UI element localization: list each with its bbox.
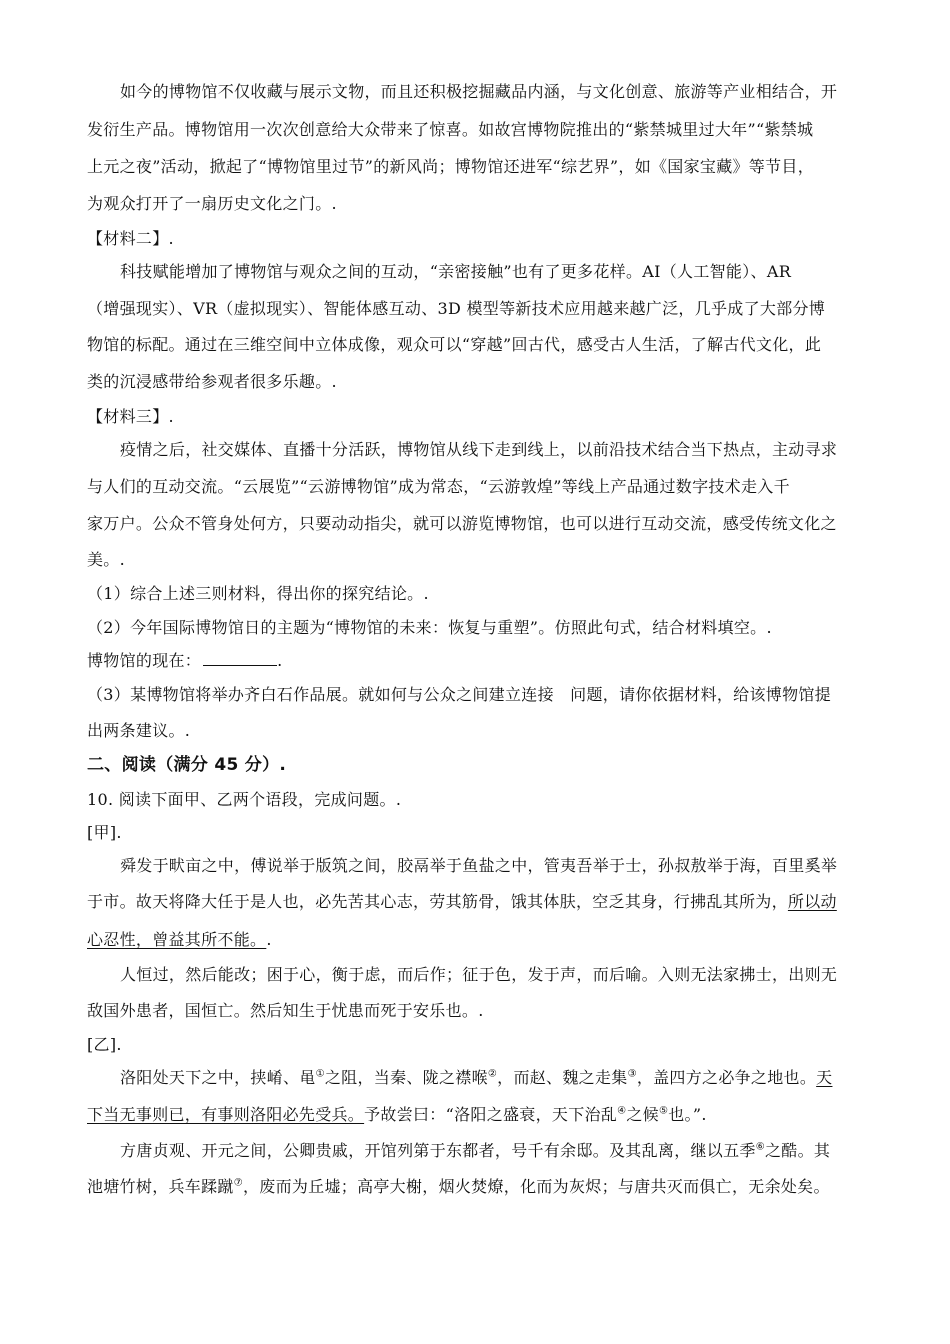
yi-underlined-sentence-part-1: 天 [816, 1068, 833, 1087]
jia-line-2 [87, 892, 867, 912]
jia-line-1: 舜发于畎亩之中，傅说举于版筑之间，胶鬲举于鱼盐之中，管夷吾举于士，孙叔敖举于海，百里奚举 [120, 856, 838, 875]
material2-heading: 【材料二】. [87, 229, 174, 248]
material1-line-1: 如今的博物馆不仅收藏与展示文物，而且还积极挖掘藏品内涵，与文化创意、旅游等产业相结合，开 [120, 82, 838, 101]
yi-underlined-sentence-part-2: 下当无事则已，有事则洛阳必先受兵。 [87, 1105, 365, 1124]
fill-label: 博物馆的现在： [87, 651, 202, 670]
yi-line-4-a: 池塘竹树，兵车蹂蹴 [87, 1177, 234, 1196]
material3-heading: 【材料三】. [87, 407, 174, 426]
question-2: （2）今年国际博物馆日的主题为“博物馆的未来：恢复与重塑”。仿照此句式，结合材料填空。. [87, 618, 772, 637]
material3-line-3: 家万户。公众不管身处何方，只要动动指尖，就可以游览博物馆，也可以进行互动交流，感受传统文化之 [87, 514, 837, 533]
material3-line-4: 美。. [87, 550, 125, 569]
question-3-line-1: （3）某博物馆将举办齐白石作品展。就如何与公众之间建立连接 问题，请你依据材料，给该博物馆提 [87, 685, 831, 704]
jia-underlined-sentence-part-2: 心忍性，曾益其所不能。 [87, 930, 267, 949]
section-2-heading: 二、阅读（满分 45 分）. [87, 755, 287, 775]
yi-line-1-d: ，盖四方之必争之地也。 [636, 1068, 817, 1087]
yi-line-3-a: 方唐贞观、开元之间，公卿贵戚，开馆列第于东都者，号千有余邸。及其乱离，继以五季 [120, 1141, 756, 1160]
footnote-6: ⑥ [755, 1141, 765, 1153]
yi-line-1-a: 洛阳处天下之中，挟崤、黾 [120, 1068, 316, 1087]
yi-line-4 [87, 1177, 867, 1197]
footnote-3: ③ [627, 1068, 637, 1080]
jia-line-5: 敌国外患者，国恒亡。然后知生于忧患而死于安乐也。. [87, 1001, 484, 1020]
yi-line-2-b: 之候 [626, 1105, 659, 1124]
yi-line-1-b: 之阻，当秦、陇之襟喉 [324, 1068, 488, 1087]
jia-underlined-sentence-part-1: 所以动 [787, 892, 837, 911]
footnote-7: ⑦ [233, 1177, 243, 1189]
material1-line-4: 为观众打开了一扇历史文化之门。. [87, 194, 337, 213]
material2-line-1: 科技赋能增加了博物馆与观众之间的互动，“亲密接触”也有了更多花样。AI（人工智能）、AR [120, 262, 792, 281]
yi-line-1-c: ，而赵、魏之走集 [497, 1068, 628, 1087]
yi-line-2-a: 予故尝曰：“洛阳之盛衰，天下治乱 [364, 1105, 618, 1124]
question-1: （1）综合上述三则材料，得出你的探究结论。. [87, 584, 429, 603]
passage-yi-tag: [乙]. [87, 1035, 122, 1054]
jia-line-2-text: 于市。故天将降大任于是人也，必先苦其心志，劳其筋骨，饿其体肤，空乏其身，行拂乱其所为， [87, 892, 788, 911]
passage-jia-tag: [甲]. [87, 823, 122, 842]
yi-line-2-c: 也。”. [668, 1105, 707, 1124]
yi-line-3-b: 之酷。其 [764, 1141, 831, 1160]
material2-line-2: （增强现实）、VR（虚拟现实）、智能体感互动、3D 模型等新技术应用越来越广泛，几乎成了大部分博 [87, 299, 826, 318]
material3-line-1: 疫情之后，社交媒体、直播十分活跃，博物馆从线下走到线上，以前沿技术结合当下热点，主动寻求 [120, 440, 838, 459]
footnote-2: ② [487, 1068, 498, 1080]
material1-line-2: 发衍生产品。博物馆用一次次创意给大众带来了惊喜。如故宫博物院推出的“紫禁城里过大年”“紫禁城 [87, 120, 814, 139]
material1-line-3: 上元之夜”活动，掀起了“博物馆里过节”的新风尚；博物馆还进军“综艺界”，如《国家宝藏》等节目， [87, 157, 814, 176]
yi-line-4-b: ，废而为丘墟；高亭大榭，烟火焚燎，化而为灰烬；与唐共灭而俱亡，无余处矣。 [242, 1177, 830, 1196]
question-2-fill [87, 651, 867, 671]
jia-line-4: 人恒过，然后能改；困于心，衡于虑，而后作；征于色，发于声，而后喻。入则无法家拂士，出则无 [120, 965, 838, 984]
question-3-line-2: 出两条建议。. [87, 721, 191, 740]
footnote-1: ① [315, 1068, 325, 1080]
yi-line-3 [120, 1141, 867, 1161]
question-10: 10. 阅读下面甲、乙两个语段，完成问题。. [87, 790, 402, 809]
footnote-4: ④ [617, 1105, 627, 1117]
yi-line-2 [87, 1105, 867, 1125]
material2-line-3: 物馆的标配。通过在三维空间中立体成像，观众可以“穿越”回古代，感受古人生活，了解古代文化，此 [87, 335, 822, 354]
answer-blank [203, 651, 277, 666]
fill-end: . [277, 651, 283, 670]
footnote-5: ⑤ [658, 1105, 669, 1117]
yi-line-1 [120, 1068, 867, 1088]
jia-line-3 [87, 930, 867, 950]
jia-line-3-end: . [266, 930, 272, 949]
material3-line-2: 与人们的互动交流。“云展览”“云游博物馆”成为常态，“云游敦煌”等线上产品通过数字技术走入千 [87, 477, 790, 496]
material2-line-4: 类的沉浸感带给参观者很多乐趣。. [87, 372, 337, 391]
